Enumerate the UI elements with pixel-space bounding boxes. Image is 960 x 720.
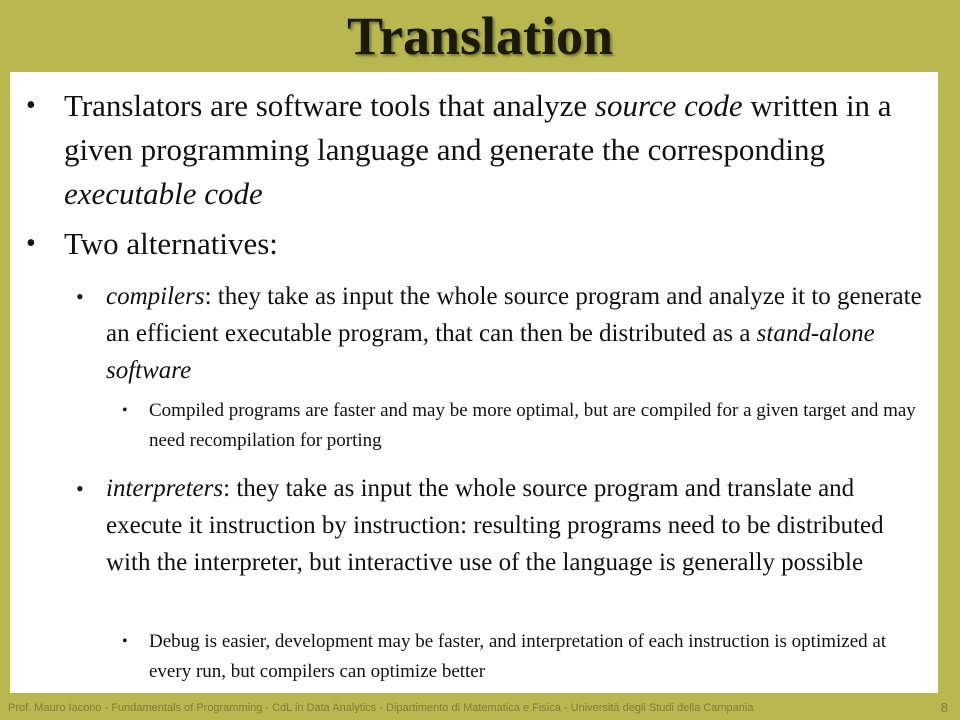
bullet-dot-icon: • — [122, 633, 128, 650]
bullet-dot-icon: • — [76, 476, 84, 501]
bullet-dot-icon: • — [122, 402, 128, 419]
bullet-text: Debug is easier, development may be faster, and interpretation of each instruction is optimized at every run, but compilers can optimize better — [149, 631, 887, 682]
content-area — [10, 72, 938, 693]
bullet-two-alternatives — [26, 222, 930, 266]
bullet-dot-icon: • — [76, 284, 84, 309]
bullet-text: written in a given programming language and generate the corresponding — [64, 88, 892, 167]
bullet-interpreters — [76, 470, 926, 581]
footer-text: Prof. Mauro Iacono - Fundamentals of Programming - CdL in Data Analytics - Dipartimento di Matematica e Fisica - Università degli Studi della Campania — [8, 702, 754, 714]
page-number: 8 — [940, 700, 948, 715]
slide-title: Translation — [346, 6, 614, 66]
bullet-emphasis: source code — [594, 88, 743, 123]
bullet-text: Two alternatives: — [64, 226, 278, 261]
term-compilers: compilers — [106, 283, 205, 310]
bullet-dot-icon: • — [26, 90, 36, 121]
bullet-dot-icon: • — [26, 228, 36, 259]
bullet-compilers-note — [122, 396, 919, 456]
bullet-text: : they take as input the whole source program and analyze it to generate an efficient executable program, that can then be distributed as a — [106, 283, 922, 347]
bullet-emphasis: stand-alone software — [106, 320, 875, 384]
bullet-compilers — [76, 278, 926, 389]
bullet-text: Translators are software tools that analyze — [64, 88, 595, 123]
term-interpreters: interpreters — [106, 475, 224, 502]
bullet-translators — [26, 84, 930, 216]
bullet-text: : they take as input the whole source program and translate and execute it instruction by instruction: resulting programs need to be distributed with the interpreter, but interactive use of the language is generally possible — [106, 475, 884, 576]
bullet-emphasis: executable code — [64, 176, 263, 211]
bullet-interpreters-note — [122, 627, 919, 687]
bullet-text: Compiled programs are faster and may be more optimal, but are compiled for a given target and may need recompilation for porting — [149, 400, 916, 451]
